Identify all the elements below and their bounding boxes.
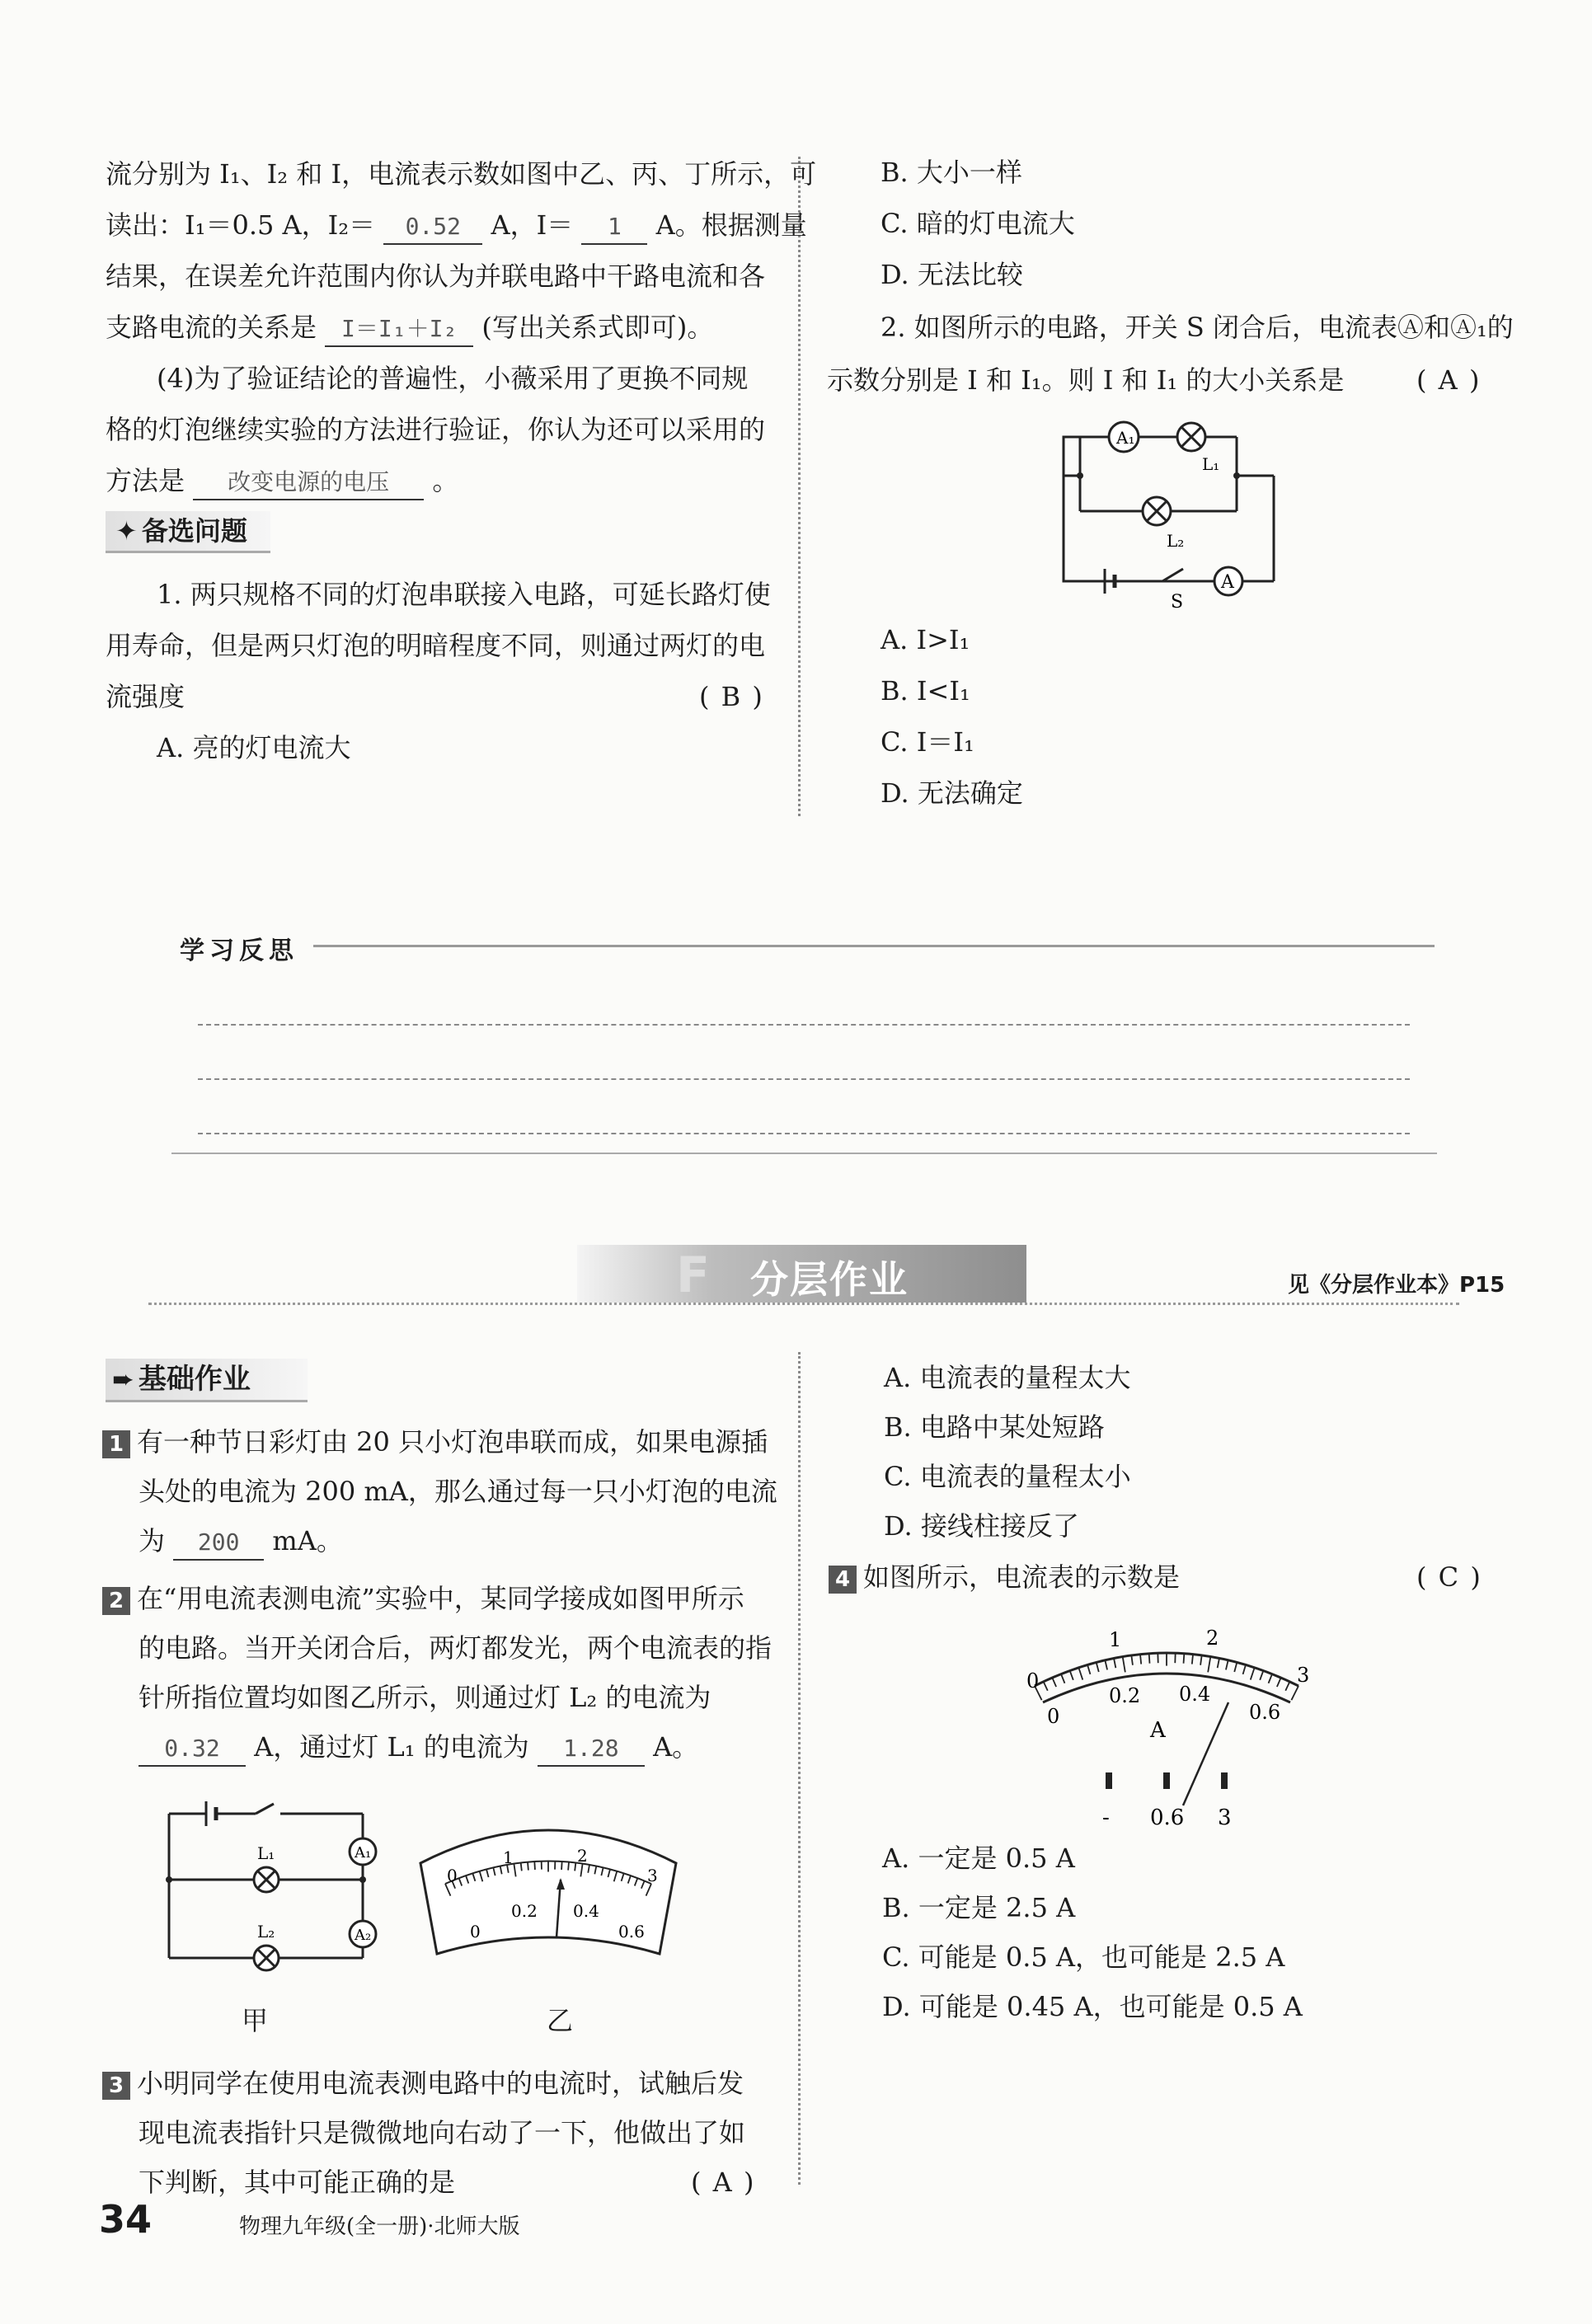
- junction-dot: [166, 1876, 172, 1883]
- answer-blank-l1: 1.28: [538, 1732, 645, 1767]
- scale-label-lower: 0.2: [511, 1901, 538, 1921]
- option-b: B. I<I₁: [881, 675, 970, 707]
- scale-tick: [521, 1862, 522, 1871]
- answer-blank-i: 1: [581, 210, 647, 245]
- option-b: B. 大小一样: [881, 157, 1022, 188]
- optional-section-header: [106, 511, 270, 553]
- answer-blank-l2: 0.32: [139, 1732, 246, 1767]
- scale-tick: [1184, 1654, 1185, 1664]
- workbook-reference: 见《分层作业本》P15: [1288, 1273, 1505, 1298]
- scale-tick: [1251, 1668, 1255, 1680]
- question-number: 2: [102, 1587, 130, 1615]
- scale-tick: [568, 1862, 569, 1871]
- text-line: 头处的电流为 200 mA，那么通过每一只小灯泡的电流: [139, 1476, 777, 1507]
- terminal-icon: [1106, 1772, 1112, 1789]
- scale-tick: [1140, 1655, 1141, 1664]
- answer-bracket: ( C ): [1416, 1561, 1482, 1593]
- column-divider-bottom: [798, 1352, 801, 2185]
- junction-dot: [359, 1876, 366, 1883]
- answer-blank: 200: [173, 1526, 264, 1561]
- scale-tick: [1105, 1660, 1107, 1670]
- terminal-label: 0.6: [1150, 1805, 1185, 1830]
- option-c: C. 暗的灯电流大: [881, 208, 1075, 239]
- ammeter-label: A₁: [1116, 428, 1135, 448]
- scale-tick: [1218, 1658, 1219, 1668]
- answer-blank-i2: 0.52: [383, 210, 482, 245]
- lamp-label: L₂: [257, 1922, 275, 1941]
- ammeter-a1-icon: [1109, 422, 1139, 452]
- junction-dot: [1233, 472, 1240, 479]
- lamp-l2-icon: [1143, 497, 1171, 525]
- scale-label-upper: 3: [1297, 1664, 1310, 1687]
- text-line: 支路电流的关系是 I＝I₁＋I₂ (写出关系式即可)。: [106, 302, 713, 353]
- option-d: D. 可能是 0.45 A，也可能是 0.5 A: [882, 1991, 1303, 2022]
- ammeter-dial-q4: [1010, 1612, 1323, 1843]
- text-line: 流强度: [106, 681, 185, 712]
- lamp-label: L₁: [1202, 454, 1220, 474]
- text-line: 0.32 A，通过灯 L₁ 的电流为 1.28 A。: [139, 1721, 698, 1772]
- scale-tick: [1277, 1678, 1281, 1687]
- answer-bracket: ( A ): [1416, 364, 1482, 396]
- scale-label-lower: 0.4: [1179, 1683, 1211, 1706]
- question-4: 4 如图所示，电流表的示数是: [829, 1552, 1180, 1603]
- scale-label-lower: 0.6: [1249, 1701, 1281, 1724]
- answer-bracket: ( B ): [699, 681, 764, 712]
- scale-tick: [1226, 1660, 1228, 1670]
- terminal-icon: [1163, 1772, 1170, 1789]
- option-d: D. 接线柱接反了: [884, 1510, 1079, 1542]
- text-line: 1. 两只规格不同的灯泡串联接入电路，可延长路灯使: [157, 579, 771, 610]
- option-c: C. 可能是 0.5 A，也可能是 2.5 A: [882, 1941, 1285, 1973]
- scale-label-upper: 3: [647, 1866, 658, 1885]
- lamp-label: L₂: [1167, 531, 1185, 551]
- scale-tick: [1149, 1654, 1150, 1664]
- text-line: 的电路。当开关闭合后，两灯都发光，两个电流表的指: [139, 1632, 773, 1664]
- writing-line: [198, 1078, 1410, 1080]
- ammeter-label: A: [1221, 572, 1234, 593]
- ammeter-label: A₁: [355, 1844, 372, 1862]
- question-number: 4: [829, 1566, 857, 1594]
- question-number: 1: [102, 1430, 130, 1458]
- scale-label-lower: 0: [470, 1922, 481, 1941]
- page-number: 34: [99, 2197, 153, 2242]
- scale-ticks: [1035, 1653, 1298, 1700]
- reflection-title: 学习反思: [180, 937, 298, 965]
- terminal-label: -: [1102, 1805, 1110, 1830]
- reflection-bottom-rule: [171, 1153, 1437, 1154]
- scale-label-upper: 0: [447, 1866, 458, 1885]
- terminal-icon: [1221, 1772, 1228, 1789]
- scale-label-lower: 0.2: [1109, 1684, 1141, 1707]
- scale-tick: [1243, 1664, 1246, 1674]
- text-line: 现电流表指针只是微微地向右动了一下，他做出了如: [139, 2117, 746, 2148]
- question-number: 3: [102, 2072, 130, 2100]
- writing-line: [198, 1133, 1410, 1134]
- star-icon: ✦: [115, 515, 138, 547]
- scale-tick: [1234, 1662, 1237, 1672]
- scale-tick: [1114, 1658, 1115, 1668]
- scale-tick: [1078, 1668, 1082, 1680]
- ammeter-label: A₂: [355, 1927, 372, 1944]
- text-line: 下判断，其中可能正确的是: [139, 2167, 456, 2198]
- scale-tick: [561, 1862, 562, 1870]
- lamp-l1-icon: [254, 1867, 279, 1892]
- text-line: 读出：I₁＝0.5 A，I₂＝ 0.52 A，I＝ 1 A。根据测量: [106, 200, 807, 251]
- answer-blank-method: 改变电源的电压: [193, 466, 424, 500]
- circuit-diagram-jia: [157, 1789, 396, 1987]
- scale-label-upper: 1: [503, 1847, 514, 1867]
- scale-label-lower: 0: [1047, 1705, 1060, 1728]
- scale-tick: [1087, 1664, 1090, 1674]
- scale-tick: [1269, 1674, 1272, 1683]
- scale-label-lower: 0.4: [573, 1901, 599, 1921]
- scale-tick: [1285, 1682, 1289, 1691]
- banner-title: 分层作业: [750, 1257, 909, 1302]
- question-2: 2 在“用电流表测电流”实验中，某同学接成如图甲所示: [102, 1573, 744, 1624]
- unit-label: A: [1150, 1718, 1166, 1743]
- scale-arc: [1043, 1674, 1290, 1702]
- scale-tick: [1131, 1655, 1133, 1665]
- section-title: 备选问题: [141, 515, 247, 547]
- scale-tick: [1044, 1682, 1048, 1691]
- scale-tick: [1208, 1656, 1210, 1672]
- text-line: (4)为了验证结论的普遍性，小薇采用了更换不同规: [157, 363, 749, 394]
- text-line: 用寿命，但是两只灯泡的明暗程度不同，则通过两灯的电: [106, 630, 766, 661]
- basic-section-header: [106, 1359, 308, 1402]
- answer-blank-relation: I＝I₁＋I₂: [325, 312, 473, 347]
- reflection-rule: [313, 945, 1435, 947]
- option-c: C. 电流表的量程太小: [884, 1461, 1131, 1492]
- scale-tick: [1070, 1671, 1073, 1680]
- circuit-diagram-parallel: [1047, 408, 1294, 614]
- scale-tick: [1097, 1662, 1099, 1672]
- scale-tick: [1200, 1655, 1202, 1665]
- scale-tick: [1123, 1656, 1125, 1672]
- scale-tick: [1061, 1674, 1064, 1683]
- meter-needle: [1183, 1702, 1228, 1805]
- scale-label-lower: 0.6: [618, 1922, 645, 1941]
- arrow-icon: ➨: [112, 1364, 134, 1395]
- ammeter-a-icon: [1214, 567, 1242, 595]
- banner-letter-icon: F: [676, 1247, 710, 1304]
- question-1: 1 有一种节日彩灯由 20 只小灯泡串联而成，如果电源插: [102, 1416, 768, 1467]
- switch-label: S: [1171, 592, 1184, 613]
- text-line: 针所指位置均如图乙所示，则通过灯 L₂ 的电流为: [139, 1682, 711, 1713]
- option-b: B. 电路中某处短路: [884, 1411, 1105, 1443]
- text-line: 结果，在误差允许范围内你认为并联电路中干路电流和各: [106, 261, 766, 292]
- scale-label-upper: 2: [577, 1846, 588, 1866]
- ammeter-dial-yi: [412, 1814, 684, 1991]
- scale-tick: [1192, 1655, 1193, 1664]
- option-a: A. 亮的灯电流大: [157, 732, 351, 763]
- lamp-label: L₁: [257, 1843, 275, 1863]
- scale-tick: [1052, 1678, 1056, 1687]
- terminal-label: 3: [1218, 1805, 1232, 1830]
- scale-tick: [1260, 1671, 1263, 1680]
- ammeter-a1-icon: [350, 1838, 376, 1865]
- section-title: 基础作业: [138, 1363, 251, 1396]
- ammeter-a2-icon: [350, 1921, 376, 1947]
- text-line: 示数分别是 I 和 I₁。则 I 和 I₁ 的大小关系是: [827, 364, 1345, 396]
- scale-label-upper: 0: [1026, 1669, 1040, 1693]
- option-d: D. 无法比较: [881, 259, 1023, 290]
- scale-label-upper: 2: [1206, 1627, 1219, 1650]
- scale-label-upper: 1: [1109, 1628, 1122, 1651]
- column-divider-top: [798, 157, 801, 816]
- option-d: D. 无法确定: [881, 777, 1023, 809]
- text-line: 2. 如图所示的电路，开关 S 闭合后，电流表Ⓐ和Ⓐ₁的: [881, 312, 1514, 343]
- lamp-l1-icon: [1177, 423, 1205, 451]
- book-title: 物理九年级(全一册)·北师大版: [239, 2214, 520, 2239]
- question-3: 3 小明同学在使用电流表测电路中的电流时，试触后发: [102, 2058, 744, 2109]
- text-line: 为 200 mA。: [139, 1515, 343, 1566]
- scale-tick: [534, 1862, 535, 1870]
- option-b: B. 一定是 2.5 A: [882, 1892, 1076, 1923]
- junction-dot: [1077, 472, 1083, 479]
- answer-bracket: ( A ): [691, 2167, 756, 2198]
- text-line: 方法是 改变电源的电压 。: [106, 455, 458, 506]
- writing-line: [198, 1024, 1410, 1026]
- figure-caption-yi: 乙: [547, 2005, 574, 2036]
- lamp-l2-icon: [254, 1946, 279, 1970]
- option-a: A. 电流表的量程太大: [884, 1362, 1131, 1393]
- text-line: 流分别为 I₁、I₂ 和 I，电流表示数如图中乙、丙、丁所示，可: [106, 158, 817, 190]
- option-c: C. I＝I₁: [881, 726, 974, 758]
- option-a: A. 一定是 0.5 A: [882, 1843, 1075, 1874]
- option-a: A. I>I₁: [881, 624, 970, 655]
- scale-tick: [1291, 1686, 1298, 1700]
- banner: [577, 1245, 1026, 1303]
- figure-caption-jia: 甲: [242, 2005, 269, 2036]
- text-line: 格的灯泡继续实验的方法进行验证，你认为还可以采用的: [106, 414, 766, 445]
